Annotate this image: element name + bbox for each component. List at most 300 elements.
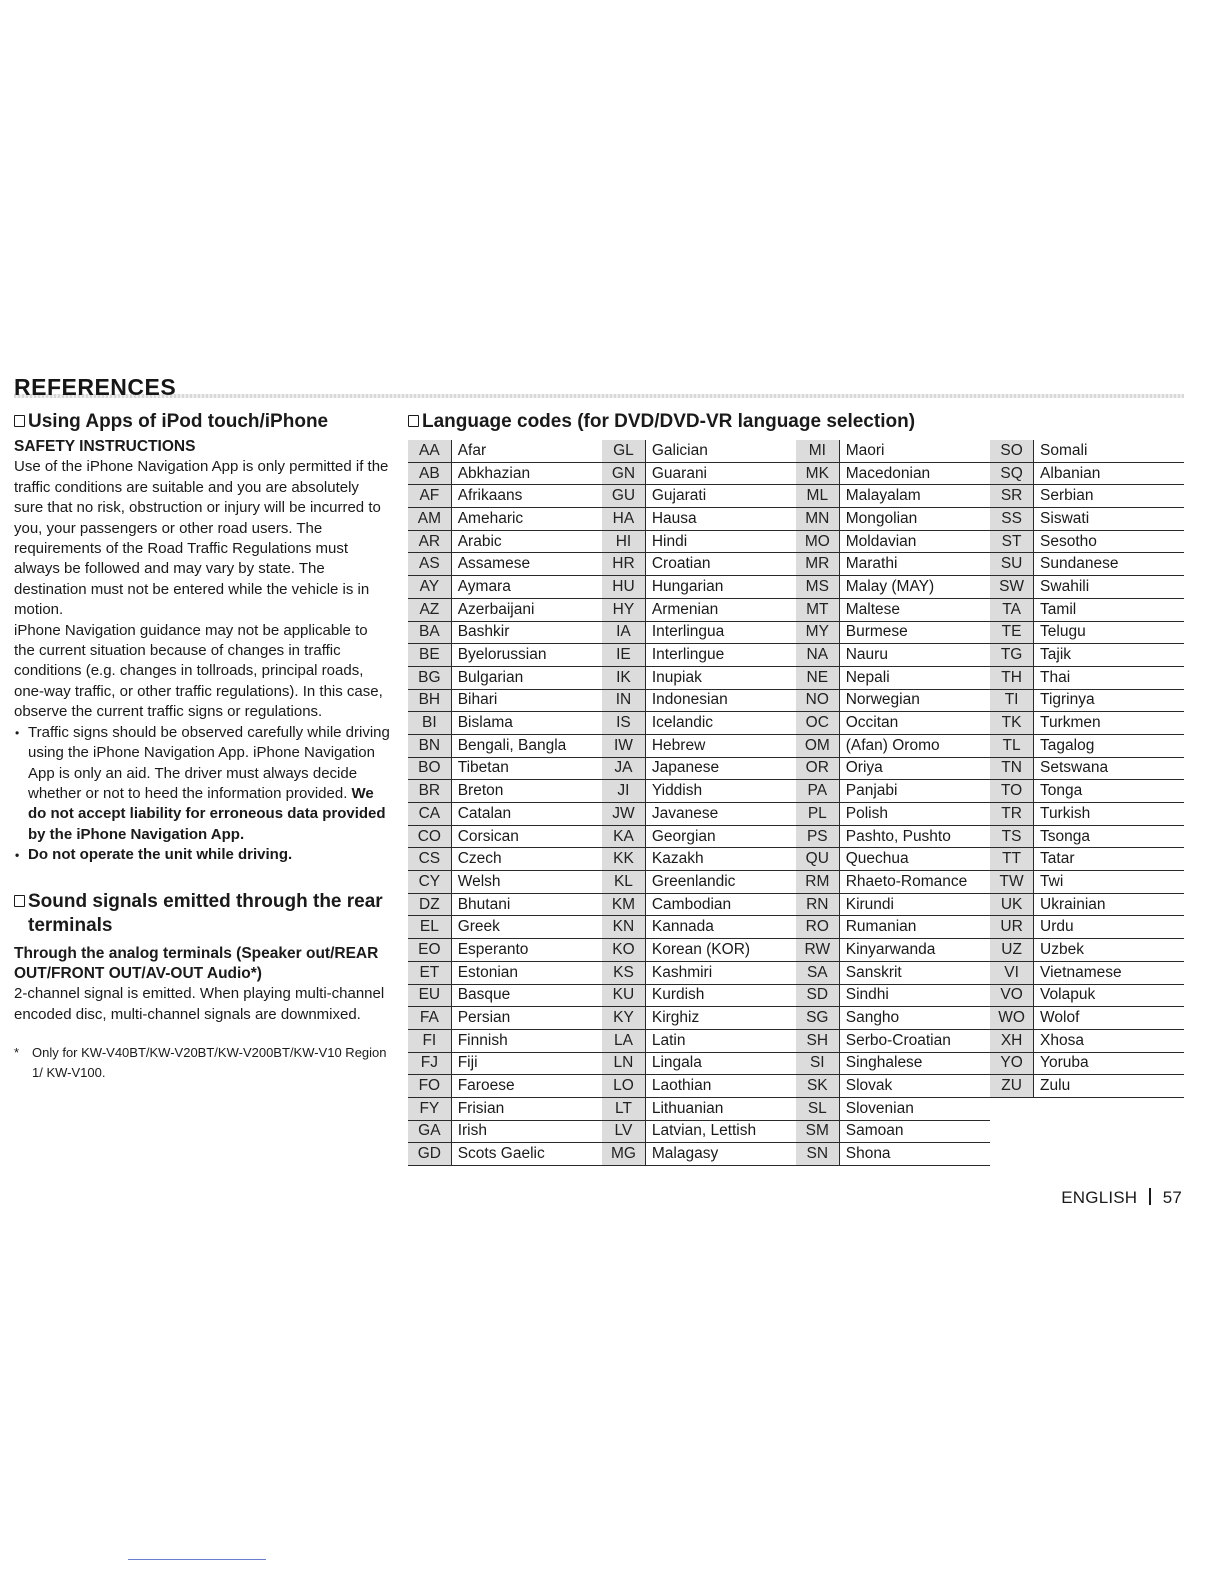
language-name: Estonian (451, 961, 602, 984)
language-code: SN (796, 1143, 839, 1166)
safety-bullet-2: • Do not operate the unit while driving. (14, 845, 390, 865)
language-name: Frisian (451, 1097, 602, 1120)
language-name: (Afan) Oromo (839, 734, 990, 757)
language-name: Twi (1034, 871, 1184, 894)
language-code: GN (602, 462, 645, 485)
checkbox-square-icon (14, 895, 25, 907)
language-name: Ukrainian (1034, 893, 1184, 916)
language-name: Malay (MAY) (839, 576, 990, 599)
language-code: MN (796, 508, 839, 531)
empty-cell (1034, 1143, 1184, 1166)
language-name: Polish (839, 803, 990, 826)
sound-section-title-text: Sound signals emitted through the rear terminals (28, 890, 383, 936)
liability-notice: We do not accept liability for erroneous data provided by the iPhone Navigation App. (28, 784, 386, 843)
language-name: Sesotho (1034, 530, 1184, 553)
language-name: Shona (839, 1143, 990, 1166)
language-name: Slovak (839, 1075, 990, 1098)
language-row (408, 576, 1184, 599)
language-code: TO (990, 780, 1033, 803)
language-code: AS (408, 553, 451, 576)
language-name: Cambodian (645, 893, 796, 916)
language-code: EL (408, 916, 451, 939)
footer-language: ENGLISH (1061, 1188, 1138, 1207)
language-row (408, 803, 1184, 826)
language-name: Somali (1034, 440, 1184, 462)
language-name: Basque (451, 984, 602, 1007)
language-code: MO (796, 530, 839, 553)
language-code: BE (408, 644, 451, 667)
language-name: Ameharic (451, 508, 602, 531)
language-name: Maltese (839, 598, 990, 621)
language-code: AF (408, 485, 451, 508)
language-name: Welsh (451, 871, 602, 894)
language-name: Setswana (1034, 757, 1184, 780)
language-code: AA (408, 440, 451, 462)
language-name: Vietnamese (1034, 961, 1184, 984)
language-section-title (408, 410, 1184, 434)
language-row (408, 893, 1184, 916)
language-name: Kirundi (839, 893, 990, 916)
language-name: Sindhi (839, 984, 990, 1007)
language-code: TH (990, 666, 1033, 689)
checkbox-square-icon (408, 415, 419, 427)
language-name: Uzbek (1034, 939, 1184, 962)
language-name: Yoruba (1034, 1052, 1184, 1075)
language-code: SA (796, 961, 839, 984)
language-row (408, 621, 1184, 644)
language-name: Greenlandic (645, 871, 796, 894)
language-code: OC (796, 712, 839, 735)
language-row (408, 462, 1184, 485)
language-name: Kirghiz (645, 1007, 796, 1030)
language-code: IN (602, 689, 645, 712)
ipod-section-title (14, 410, 390, 434)
language-name: Byelorussian (451, 644, 602, 667)
language-name: Nepali (839, 666, 990, 689)
language-code: MT (796, 598, 839, 621)
language-code: UR (990, 916, 1033, 939)
language-name: Tibetan (451, 757, 602, 780)
language-code: RO (796, 916, 839, 939)
language-code-table-body (408, 440, 1184, 1166)
language-code: TW (990, 871, 1033, 894)
language-code: BH (408, 689, 451, 712)
language-code: FA (408, 1007, 451, 1030)
language-name: Arabic (451, 530, 602, 553)
language-name: Norwegian (839, 689, 990, 712)
language-row (408, 871, 1184, 894)
language-name: Rumanian (839, 916, 990, 939)
language-row (408, 984, 1184, 1007)
language-code: VO (990, 984, 1033, 1007)
language-code: CA (408, 803, 451, 826)
bottom-rule (128, 1559, 266, 1560)
language-row (408, 961, 1184, 984)
sound-paragraph: 2-channel signal is emitted. When playing multi-channel encoded disc, multi-channel signals are downmixed. (14, 985, 385, 1023)
language-code: HA (602, 508, 645, 531)
references-header (14, 374, 1184, 400)
language-code: KL (602, 871, 645, 894)
language-code: KU (602, 984, 645, 1007)
language-name: Bulgarian (451, 666, 602, 689)
language-code: LN (602, 1052, 645, 1075)
language-code: CO (408, 825, 451, 848)
language-name: Interlingua (645, 621, 796, 644)
language-name: Croatian (645, 553, 796, 576)
language-name: Aymara (451, 576, 602, 599)
language-code: SK (796, 1075, 839, 1098)
safety-subtitle: SAFETY INSTRUCTIONS (14, 438, 196, 455)
language-code: QU (796, 848, 839, 871)
language-name: Hausa (645, 508, 796, 531)
language-name: Icelandic (645, 712, 796, 735)
language-row (408, 1052, 1184, 1075)
language-name: Laothian (645, 1075, 796, 1098)
safety-paragraph-2: iPhone Navigation guidance may not be applicable to the current situation because of changes in traffic conditions (e.g. changes in tollroads, principal roads, one-way traffic, or other traffic regulations). In this case, observe the current traffic signs or regulations. (14, 621, 383, 721)
language-code: TR (990, 803, 1033, 826)
language-code: AY (408, 576, 451, 599)
language-name: Volapuk (1034, 984, 1184, 1007)
language-code: KK (602, 848, 645, 871)
language-name: Marathi (839, 553, 990, 576)
language-name: Bihari (451, 689, 602, 712)
language-code: WO (990, 1007, 1033, 1030)
language-code: JI (602, 780, 645, 803)
language-name: Corsican (451, 825, 602, 848)
language-code: AZ (408, 598, 451, 621)
language-row (408, 1029, 1184, 1052)
language-code: HU (602, 576, 645, 599)
language-name: Tsonga (1034, 825, 1184, 848)
language-name: Samoan (839, 1120, 990, 1143)
language-code: ET (408, 961, 451, 984)
language-code: KM (602, 893, 645, 916)
language-code: BO (408, 757, 451, 780)
language-row (408, 780, 1184, 803)
language-name: Yiddish (645, 780, 796, 803)
language-code-table (408, 440, 1184, 1166)
language-code: HR (602, 553, 645, 576)
language-name: Maori (839, 440, 990, 462)
language-code: CS (408, 848, 451, 871)
language-code: IE (602, 644, 645, 667)
language-codes-section (408, 410, 1184, 1166)
language-name: Tonga (1034, 780, 1184, 803)
language-row (408, 1120, 1184, 1143)
empty-cell (990, 1143, 1033, 1166)
language-row (408, 712, 1184, 735)
language-name: Albanian (1034, 462, 1184, 485)
language-row (408, 598, 1184, 621)
language-row (408, 1007, 1184, 1030)
language-name: Singhalese (839, 1052, 990, 1075)
language-name: Pashto, Pushto (839, 825, 990, 848)
footnote-mark: * (14, 1045, 20, 1061)
language-code: KO (602, 939, 645, 962)
language-name: Burmese (839, 621, 990, 644)
language-code: LA (602, 1029, 645, 1052)
language-code: RM (796, 871, 839, 894)
language-code: KA (602, 825, 645, 848)
language-name: Zulu (1034, 1075, 1184, 1098)
language-code: EO (408, 939, 451, 962)
language-code: TG (990, 644, 1033, 667)
language-code: XH (990, 1029, 1033, 1052)
language-code: LT (602, 1097, 645, 1120)
language-row (408, 485, 1184, 508)
language-name: Irish (451, 1120, 602, 1143)
language-name: Greek (451, 916, 602, 939)
language-name: Bislama (451, 712, 602, 735)
language-name: Tajik (1034, 644, 1184, 667)
language-code: KS (602, 961, 645, 984)
language-row (408, 689, 1184, 712)
language-code: TN (990, 757, 1033, 780)
language-row (408, 440, 1184, 462)
language-code: HY (602, 598, 645, 621)
language-name: Hindi (645, 530, 796, 553)
language-row (408, 553, 1184, 576)
language-code: KY (602, 1007, 645, 1030)
language-code: KN (602, 916, 645, 939)
language-code: NA (796, 644, 839, 667)
language-row (408, 508, 1184, 531)
language-code: TE (990, 621, 1033, 644)
language-code: MG (602, 1143, 645, 1166)
language-name: Malayalam (839, 485, 990, 508)
language-code: AM (408, 508, 451, 531)
language-code: SR (990, 485, 1033, 508)
language-name: Moldavian (839, 530, 990, 553)
language-code: LV (602, 1120, 645, 1143)
language-name: Czech (451, 848, 602, 871)
language-name: Hungarian (645, 576, 796, 599)
language-name: Korean (KOR) (645, 939, 796, 962)
footnote-text: Only for KW-V40BT/KW-V20BT/KW-V200BT/KW-V10 Region 1/ KW-V100. (32, 1045, 387, 1081)
language-name: Gujarati (645, 485, 796, 508)
language-name: Thai (1034, 666, 1184, 689)
language-name: Turkish (1034, 803, 1184, 826)
language-code: SI (796, 1052, 839, 1075)
language-code: UZ (990, 939, 1033, 962)
language-code: SQ (990, 462, 1033, 485)
language-name: Urdu (1034, 916, 1184, 939)
language-code: NO (796, 689, 839, 712)
language-code: JW (602, 803, 645, 826)
language-name: Kazakh (645, 848, 796, 871)
language-row (408, 825, 1184, 848)
language-code: TT (990, 848, 1033, 871)
language-code: TK (990, 712, 1033, 735)
language-row (408, 757, 1184, 780)
language-code: GL (602, 440, 645, 462)
language-code: SS (990, 508, 1033, 531)
language-code: GA (408, 1120, 451, 1143)
language-name: Javanese (645, 803, 796, 826)
footnote (14, 1043, 390, 1083)
language-code: RW (796, 939, 839, 962)
language-code: SL (796, 1097, 839, 1120)
language-row (408, 848, 1184, 871)
language-code: MY (796, 621, 839, 644)
language-code: BR (408, 780, 451, 803)
language-code: EU (408, 984, 451, 1007)
language-code: NE (796, 666, 839, 689)
language-name: Telugu (1034, 621, 1184, 644)
language-name: Wolof (1034, 1007, 1184, 1030)
language-code: AR (408, 530, 451, 553)
safety-bullet-1-text: Traffic signs should be observed carefully while driving using the iPhone Navigation App. iPhone Navigation App is only an aid. The driver must always decide whether or not to heed the information provided. (28, 723, 390, 802)
language-name: Scots Gaelic (451, 1143, 602, 1166)
language-row (408, 1075, 1184, 1098)
language-name: Galician (645, 440, 796, 462)
language-code: YO (990, 1052, 1033, 1075)
language-name: Finnish (451, 1029, 602, 1052)
language-code: UK (990, 893, 1033, 916)
empty-cell (990, 1097, 1033, 1120)
language-code: HI (602, 530, 645, 553)
language-code: CY (408, 871, 451, 894)
empty-cell (1034, 1097, 1184, 1120)
language-name: Guarani (645, 462, 796, 485)
empty-cell (1034, 1120, 1184, 1143)
language-name: Lithuanian (645, 1097, 796, 1120)
language-name: Bashkir (451, 621, 602, 644)
language-name: Tatar (1034, 848, 1184, 871)
language-name: Tamil (1034, 598, 1184, 621)
language-code: RN (796, 893, 839, 916)
language-name: Azerbaijani (451, 598, 602, 621)
language-code: GD (408, 1143, 451, 1166)
language-code: AB (408, 462, 451, 485)
language-name: Swahili (1034, 576, 1184, 599)
language-name: Malagasy (645, 1143, 796, 1166)
page-number: 57 (1162, 1188, 1182, 1207)
language-name: Xhosa (1034, 1029, 1184, 1052)
language-code: ST (990, 530, 1033, 553)
language-name: Kannada (645, 916, 796, 939)
language-name: Catalan (451, 803, 602, 826)
sound-subtitle: Through the analog terminals (Speaker out/REAR OUT/FRONT OUT/AV-OUT Audio*) (14, 944, 379, 982)
language-row (408, 939, 1184, 962)
language-name: Oriya (839, 757, 990, 780)
language-code: IS (602, 712, 645, 735)
language-code: TA (990, 598, 1033, 621)
language-name: Macedonian (839, 462, 990, 485)
language-name: Georgian (645, 825, 796, 848)
language-name: Occitan (839, 712, 990, 735)
language-code: GU (602, 485, 645, 508)
language-name: Nauru (839, 644, 990, 667)
language-code: ML (796, 485, 839, 508)
left-column (14, 410, 390, 1083)
language-code: IW (602, 734, 645, 757)
language-name: Assamese (451, 553, 602, 576)
language-name: Breton (451, 780, 602, 803)
language-code: FI (408, 1029, 451, 1052)
language-code: TI (990, 689, 1033, 712)
empty-cell (990, 1120, 1033, 1143)
language-code: MK (796, 462, 839, 485)
language-name: Japanese (645, 757, 796, 780)
language-name: Bhutani (451, 893, 602, 916)
language-name: Tagalog (1034, 734, 1184, 757)
language-row (408, 916, 1184, 939)
language-name: Latvian, Lettish (645, 1120, 796, 1143)
language-code: BI (408, 712, 451, 735)
sound-section-title (14, 890, 390, 938)
language-name: Faroese (451, 1075, 602, 1098)
language-name: Kurdish (645, 984, 796, 1007)
language-code: SD (796, 984, 839, 1007)
language-code: BG (408, 666, 451, 689)
language-name: Hebrew (645, 734, 796, 757)
language-code: MI (796, 440, 839, 462)
language-code: ZU (990, 1075, 1033, 1098)
language-name: Kinyarwanda (839, 939, 990, 962)
language-code: SW (990, 576, 1033, 599)
language-code: SM (796, 1120, 839, 1143)
language-name: Interlingue (645, 644, 796, 667)
language-name: Sundanese (1034, 553, 1184, 576)
language-name: Slovenian (839, 1097, 990, 1120)
language-code: FO (408, 1075, 451, 1098)
language-name: Siswati (1034, 508, 1184, 531)
language-row (408, 530, 1184, 553)
language-name: Bengali, Bangla (451, 734, 602, 757)
language-name: Quechua (839, 848, 990, 871)
language-name: Sangho (839, 1007, 990, 1030)
language-name: Afrikaans (451, 485, 602, 508)
ipod-section-title-text: Using Apps of iPod touch/iPhone (28, 411, 329, 432)
language-name: Abkhazian (451, 462, 602, 485)
language-row (408, 644, 1184, 667)
language-code: IK (602, 666, 645, 689)
language-code: IA (602, 621, 645, 644)
language-code: BA (408, 621, 451, 644)
language-name: Mongolian (839, 508, 990, 531)
language-code: FY (408, 1097, 451, 1120)
language-code: OM (796, 734, 839, 757)
header-rule (14, 394, 1184, 398)
safety-bullets (14, 723, 390, 866)
language-name: Persian (451, 1007, 602, 1030)
language-code: SO (990, 440, 1033, 462)
language-name: Panjabi (839, 780, 990, 803)
language-code: PA (796, 780, 839, 803)
language-code: LO (602, 1075, 645, 1098)
language-section-title-text: Language codes (for DVD/DVD-VR language selection) (422, 411, 916, 432)
language-code: OR (796, 757, 839, 780)
language-row (408, 666, 1184, 689)
footer-separator (1149, 1188, 1150, 1205)
page-title: REFERENCES (14, 374, 177, 400)
language-name: Armenian (645, 598, 796, 621)
language-code: VI (990, 961, 1033, 984)
language-code: BN (408, 734, 451, 757)
language-name: Serbo-Croatian (839, 1029, 990, 1052)
language-name: Kashmiri (645, 961, 796, 984)
language-code: SU (990, 553, 1033, 576)
language-name: Fiji (451, 1052, 602, 1075)
language-code: FJ (408, 1052, 451, 1075)
language-code: SH (796, 1029, 839, 1052)
checkbox-square-icon (14, 415, 25, 427)
language-name: Inupiak (645, 666, 796, 689)
safety-paragraph-1: Use of the iPhone Navigation App is only permitted if the traffic conditions are suitable and you are absolutely sure that no risk, obstruction or injury will be incurred to you, your passengers or other road users. The requirements of the Road Traffic Regulations must always be followed and may vary by state. The destination must not be entered while the vehicle is in motion. (14, 458, 389, 619)
language-row (408, 1097, 1184, 1120)
safety-bullet-1 (14, 723, 390, 845)
